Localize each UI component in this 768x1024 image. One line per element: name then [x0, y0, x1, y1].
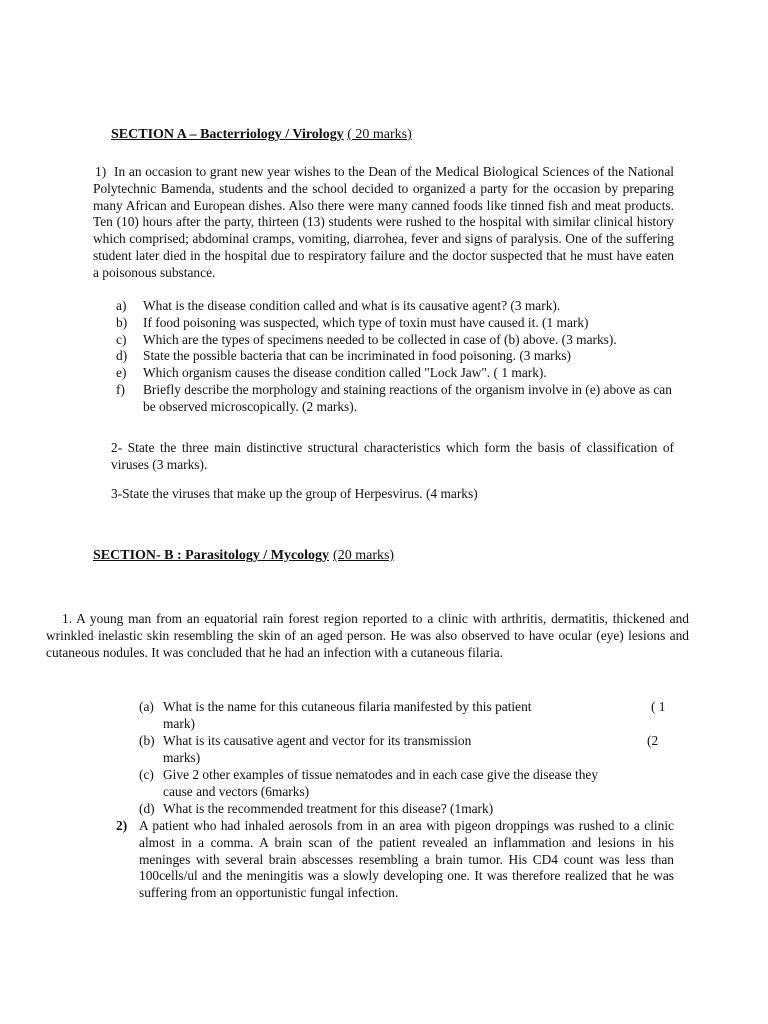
section-b-question-2: A patient who had inhaled aerosols from in an area with pigeon droppings was rushed to a clinic almost in a comma. A brain scan of the patient revealed an inflammation and lesions in his meninges with several brain abscesses resembling a brain tumor. His CD4 count was less than 100cells/ul and the meningitis was a slowly developing one. It was therefore realized that he was suffering from an opportunistic fungal infection.	[139, 818, 674, 901]
section-a-heading	[111, 127, 412, 144]
question-1-text: In an occasion to grant new year wishes to the Dean of the Medical Biological Sciences of the National Polytechnic Bamenda, students and the school decided to organized a party for the occasion by preparing many African and European dishes. Also there were many canned foods like tinned fish and meat products. Ten (10) hours after the party, thirteen (13) students were rushed to the hospital with similar clinical history which comprised; abdominal cramps, vomiting, diarrohea, fever and signs of paralysis. One of the suffering student later died in the hospital due to respiratory failure and the doctor suspected that he must have eaten a poisonous substance.	[93, 164, 674, 280]
section-b-subquestion-c: (c) Give 2 other examples of tissue nematodes and in each case give the disease they cause and vectors (6marks)	[139, 767, 599, 799]
section-a-title: SECTION A – Bacterriology / Virology	[111, 127, 344, 142]
list-item: a) What is the disease condition called and what is its causative agent? (3 mark).	[116, 298, 561, 313]
section-b-question-1: 1. A young man from an equatorial rain forest region reported to a clinic with arthritis, dermatitis, thickened and wrinkled inelastic skin resembling the skin of an aged person. He was also observed to have ocular (eye) lesions and cutaneous nodules. It was concluded that he had an infection with a cutaneous filaria.	[46, 611, 689, 660]
section-a-marks: ( 20 marks)	[347, 127, 412, 142]
section-a-subquestions	[116, 298, 676, 416]
section-a-question-2: 2- State the three main distinctive structural characteristics which form the basis of classification of viruses (3 marks).	[111, 440, 674, 472]
section-b-subquestion-b: (b) What is its causative agent and vector for its transmission (2 marks)	[139, 733, 659, 765]
section-b-title: SECTION- B : Parasitology / Mycology	[93, 548, 330, 563]
question-1-number: 1)	[95, 164, 107, 179]
list-item: c) Which are the types of specimens needed to be collected in case of (b) above. (3 marks).	[116, 331, 617, 347]
list-item: d) State the possible bacteria that can be incriminated in food poisoning. (3 marks)	[116, 348, 572, 364]
section-b-subquestion-d: (d) What is the recommended treatment for this disease? (1mark)	[139, 801, 494, 816]
list-item: f) Briefly describe the morphology and staining reactions of the organism involve in (e) above as can be observed microscopically. (2 marks).	[116, 381, 672, 414]
section-b-subquestion-a: (a) What is the name for this cutaneous filaria manifested by this patient ( 1 mark)	[139, 699, 666, 731]
section-a-question-3: 3-State the viruses that make up the group of Herpesvirus. (4 marks)	[111, 486, 478, 501]
section-b-question-2-number: 2)	[116, 818, 128, 833]
section-a-question-1	[93, 164, 674, 282]
section-b-marks: (20 marks)	[333, 548, 395, 563]
section-b-heading	[93, 548, 394, 565]
list-item: b) If food poisoning was suspected, which type of toxin must have caused it. (1 mark)	[116, 314, 589, 330]
list-item: e) Which organism causes the disease condition called "Lock Jaw". ( 1 mark).	[116, 365, 547, 381]
